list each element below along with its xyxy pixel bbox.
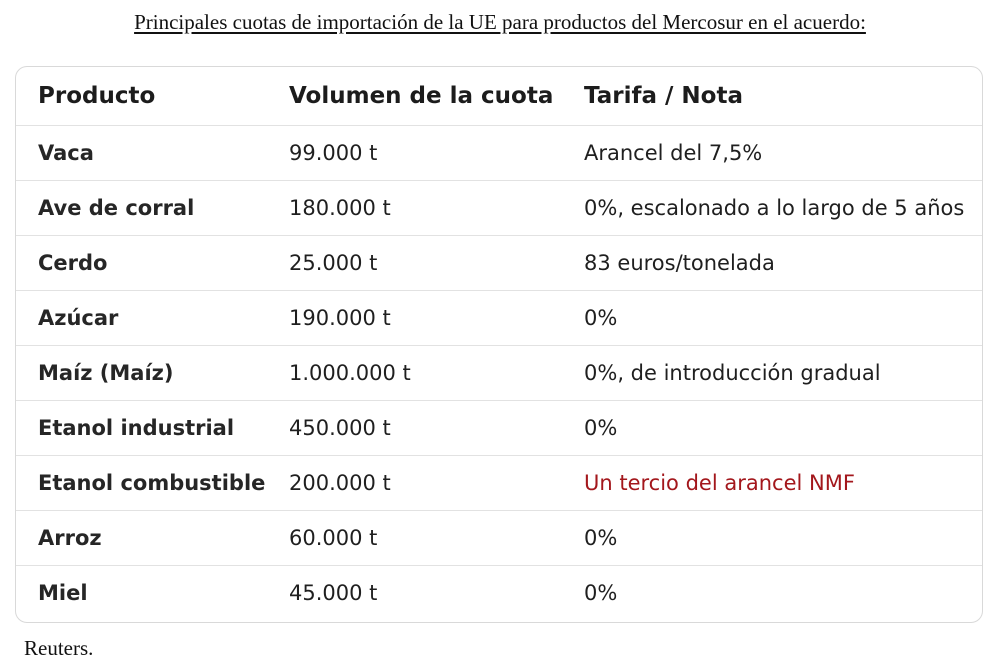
quota-table (16, 67, 982, 620)
cell-volumen: 60.000 t (267, 510, 562, 565)
table-row (16, 235, 982, 290)
source-credit: Reuters. (24, 636, 94, 660)
cell-volumen: 45.000 t (289, 580, 378, 605)
cell-nota: 83 euros/tonelada (562, 235, 982, 290)
table-row (16, 565, 982, 620)
table-row (16, 510, 982, 565)
table-row (16, 345, 982, 400)
cell-nota-highlight: Un tercio del arancel NMF (562, 455, 982, 510)
cell-nota: 0% (562, 290, 982, 345)
table-header-row (16, 67, 982, 125)
cell-volumen: 180.000 t (267, 180, 562, 235)
cell-producto: Cerdo (16, 235, 267, 290)
cell-producto: Arroz (16, 510, 267, 565)
cell-volumen: 450.000 t (267, 400, 562, 455)
header-producto: Producto (16, 67, 267, 125)
cell-producto: Azúcar (16, 290, 267, 345)
cell-nota: 0% (584, 580, 618, 605)
header-tarifa-nota: Tarifa / Nota (562, 67, 982, 125)
cell-nota: Arancel del 7,5% (562, 125, 982, 180)
table-row (16, 400, 982, 455)
cell-volumen: 25.000 t (267, 235, 562, 290)
header-volumen: Volumen de la cuota (267, 67, 562, 125)
cell-producto: Miel (38, 580, 88, 605)
document-title: Principales cuotas de importación de la UE para productos del Mercosur en el acuerdo: (134, 10, 866, 34)
cell-volumen: 200.000 t (267, 455, 562, 510)
cell-producto: Maíz (Maíz) (16, 345, 267, 400)
cell-producto: Etanol industrial (16, 400, 267, 455)
cell-volumen: 1.000.000 t (267, 345, 562, 400)
cell-nota: 0%, de introducción gradual (562, 345, 982, 400)
cell-nota: 0% (562, 400, 982, 455)
cell-nota: 0% (562, 510, 982, 565)
table-row (16, 180, 982, 235)
cell-nota: 0%, escalonado a lo largo de 5 años (562, 180, 982, 235)
quota-table-card (15, 66, 983, 623)
cell-producto: Etanol combustible (16, 455, 267, 510)
table-row (16, 125, 982, 180)
table-row (16, 290, 982, 345)
cell-volumen: 99.000 t (267, 125, 562, 180)
cell-producto: Vaca (16, 125, 267, 180)
table-row (16, 455, 982, 510)
cell-volumen: 190.000 t (267, 290, 562, 345)
cell-producto: Ave de corral (16, 180, 267, 235)
